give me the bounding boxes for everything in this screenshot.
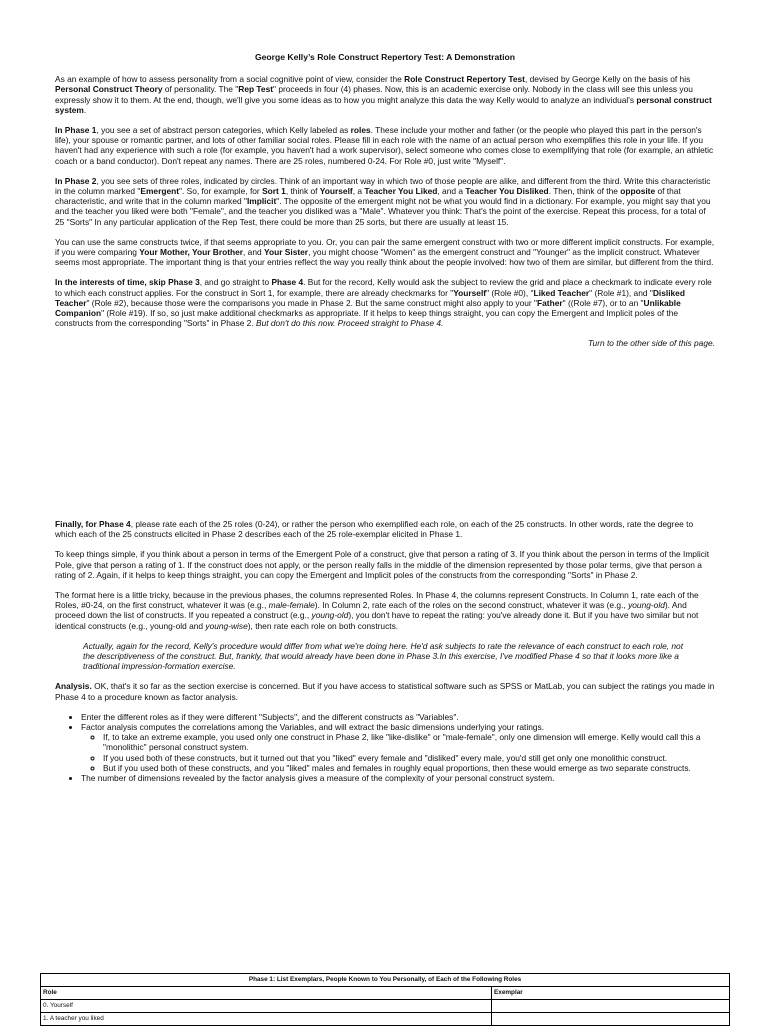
list-item: • Enter the different roles as if they were different "Subjects", and the different constructs as "Variables". bbox=[81, 712, 715, 722]
table-row bbox=[41, 1000, 730, 1013]
list-item: • The number of dimensions revealed by the factor analysis gives a measure of the complexity of your personal construct system. bbox=[81, 773, 715, 783]
phase3-paragraph: In the interests of time, skip Phase 3, and go straight to Phase 4. But for the record, Kelly would ask the subject to review the grid and place a checkmark to indicate every role to which each construct applies. For the construct in Sort 1, for example, there are already checkmarks for "Yourself" (Role #0), "Liked Teacher" (Role #1), and "Disliked Teacher" (Role #2), because those were the comparisons you made in Phase 2. But the same construct might also apply to your "Father" ((Role #7), or to an "Unlikable Companion" (Role #19). If so, so just make additional checkmarks as appropriate. If it helps to keep things straight, you can copy the Emergent and Implicit poles of the constructs from the corresponding "Sorts" in Phase 2. But don't do this now. Proceed straight to Phase 4. bbox=[55, 277, 712, 329]
list-item: • Factor analysis computes the correlations among the Variables, and will extract the basic dimensions underlying your ratings. ◦ If, to take an extreme example, you used only one construct in Phase 2, like "like-dislike" or "male-female", only one dimension will emerge. Kelly would call this a "monolithic" personal construct system. ◦ If you used both of these constructs, but it turned out that you "liked" every female and "disliked" every male, you'd still get only one monolithic construct. ◦ But if you used both of these constructs, and you "liked" males and females in roughly equal proportions, then these would emerge as two separate constructs. bbox=[81, 722, 715, 773]
constructs-paragraph: You can use the same constructs twice, if that seems appropriate to you. Or, you can pair the same emergent construct with two or more different implicit constructs. For example, if you were comparing Your Mother, Your Brother, and Your Sister, you might choose "Women" as the emergent construct and "Younger" as the implicit construct. Whatever seems most appropriate. The important thing is that your entries reflect the way you really think about the people involved: how two of them are similar, but different from the third. bbox=[55, 236, 715, 268]
record-note: Actually, again for the record, Kelly's procedure would differ from what we're doing here. He'd ask subjects to rate the relevance of each construct to each role, not the descriptiveness of the construct. But, frankly, that would already have been done in Phase 3.In this exercise, I've modified Phase 4 so that it looks more like a traditional impression-formation exercise. bbox=[83, 640, 684, 672]
column-header-role: Role bbox=[41, 987, 492, 1000]
role-cell: 0. Yourself bbox=[41, 1000, 492, 1013]
phase4-paragraph: Finally, for Phase 4, please rate each of the 25 roles (0-24), or rather the person who exemplified each role, on each of the 25 constructs. In other words, rate the degree to which each of the 25 constructs elicited in Phase 2 describes each of the 25 role-exemplar elicited in Phase 1. bbox=[55, 519, 694, 540]
analysis-sublist bbox=[81, 732, 715, 773]
document-title: George Kelly’s Role Construct Repertory Test: A Demonstration bbox=[254, 52, 516, 62]
phase1-paragraph: In Phase 1, you see a set of abstract person categories, which Kelly labeled as roles. These include your mother and father (or the people who played this part in the person's life), your spouse or romantic partner, and lots of other familiar social roles. Please fill in each role with the name of an actual person who exemplifies this role in your life. If you haven't had any experience with such a role (for example, you haven't had a work supervisor), select someone who comes close to exemplifying that role (for example, an athletic coach or a band conductor). Don't repeat any names. There are 25 roles, numbered 0-24. For Role #0, just write "Myself". bbox=[55, 125, 714, 166]
analysis-paragraph: Analysis. OK, that's it so far as the section exercise is concerned. But if you have access to statistical software such as SPSS or MatLab, you can subject the ratings you made in Phase 4 to a procedure known as factor analysis. bbox=[55, 681, 715, 702]
turn-note: Turn to the other side of this page. bbox=[588, 338, 715, 349]
format-paragraph: The format here is a little tricky, because in the previous phases, the columns represented Roles. In Phase 4, the columns represent Constructs. In Column 1, rate each of the Roles, #0-24, on the first construct, whatever it was (e.g., male-female). In Column 2, rate each of the roles on the second construct, whatever it was (e.g., young-old). And proceed down the list of constructs. If you repeated a construct (e.g., young-old), you don't have to repeat the rating: you've already done it. But if you have two similar but not identical constructs (e.g., young-old and young-wise), then rate each role on both constructs. bbox=[55, 590, 699, 631]
intro-paragraph: As an example of how to assess personality from a social cognitive point of view, consider the Role Construct Repertory Test, devised by George Kelly on the basis of his Personal Construct Theory of personality. The "Rep Test" proceeds in four (4) phases. Now, this is an academic exercise only. Nobody in the class will see this unless you expressly show it to them. At the end, though, we'll give you some ideas as to how you might analyze this data the way Kelly would to analyze an individual's personal construct system. bbox=[55, 74, 712, 115]
document-body-lower bbox=[55, 519, 715, 783]
column-header-exemplar: Exemplar bbox=[492, 987, 730, 1000]
rating-paragraph: To keep things simple, if you think about a person in terms of the Emergent Pole of a construct, give that person a rating of 3. If you think about the person in terms of the Implicit Pole, give that person a rating of 1. If the construct does not apply, or the person really falls in the middle of the dimension represented by those polar terms, give that person a rating of 2. Again, if it helps to keep things straight, you can copy the Emergent and Implicit poles of the constructs from the corresponding "Sorts" in Phase 2. bbox=[55, 549, 710, 580]
document-body bbox=[55, 52, 715, 349]
role-cell: 1. A teacher you liked bbox=[41, 1013, 492, 1026]
phase2-paragraph: In Phase 2, you see sets of three roles, indicated by circles. Think of an important way in which two of those people are alike, and different from the third. Write this characteristic in the column marked "Emergent". So, for example, for Sort 1, think of Yourself, a Teacher You Liked, and a Teacher You Disliked. Then, think of the opposite of that characteristic, and write that in the column marked "Implicit". The opposite of the emergent might not be what you would find in a dictionary. For example, you might say that you and the teacher you liked were both "Female", and the teacher you disliked was a "Male". Whatever you think: That's the point of the exercise. Repeat this process, for a total of 25 "Sorts" In any particular application of the Rep Test, there could be more than 25 sorts, but there are usually at least 15. bbox=[55, 175, 711, 227]
analysis-list bbox=[55, 712, 715, 783]
list-item: ◦ But if you used both of these constructs, and you "liked" males and females in roughly equal proportions, then these would emerge as two separate constructs. bbox=[103, 763, 715, 773]
table-header: Phase 1: List Exemplars, People Known to You Personally, of Each of the Following Roles bbox=[41, 974, 730, 987]
exemplar-input-cell[interactable] bbox=[492, 1000, 730, 1013]
list-item: ◦ If you used both of these constructs, but it turned out that you "liked" every female and "disliked" every male, you'd still get only one monolithic construct. bbox=[103, 753, 715, 763]
phase1-table bbox=[40, 973, 730, 1026]
list-item: ◦ If, to take an extreme example, you used only one construct in Phase 2, like "like-dislike" or "male-female", only one dimension will emerge. Kelly would call this a "monolithic" personal construct system. bbox=[103, 732, 715, 752]
